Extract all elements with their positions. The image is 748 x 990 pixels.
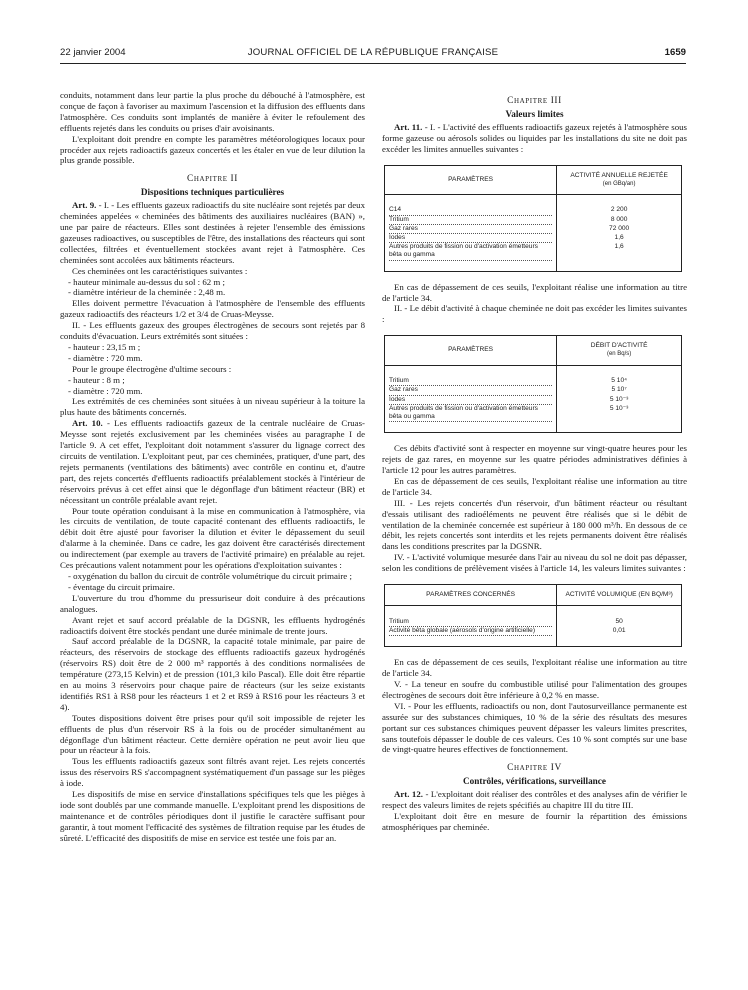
paragraph: En cas de dépassement de ces seuils, l'exploitant réalise une information au titre de l'article 34. (382, 657, 687, 679)
paragraph: II. - Le débit d'activité à chaque cheminée ne doit pas excéder les limites suivantes : (382, 303, 687, 325)
paragraph: Sauf accord préalable de la DGSNR, la capacité totale minimale, par paire de réacteurs, des réservoirs de stockage des effluents radioactifs gazeux hydrogénés (réservoirs RS) doit être de 2 000 m³ rapportés à des conditions normalisées de température (273,15 Kelvin) et de pression (101,3 kilo Pascal). Elle doit être répartie en au moins 3 réservoirs pour chaque paire de réacteurs (sur les seize existants identifiés RS1 à RS8 pour les réacteurs 1 et 2 et RS9 à RS16 pour les réacteurs 3 et 4). (60, 636, 365, 712)
page-header (60, 44, 686, 64)
paragraph: Ces cheminées ont les caractéristiques suivantes : (72, 265, 248, 276)
column-header: ACTIVITÉ VOLUMIQUE (EN BQ/M³) (557, 585, 682, 606)
list-item: - hauteur : 8 m ; (68, 374, 125, 385)
article-text: - Les effluents radioactifs gazeux de la centrale nucléaire de Cruas-Meysse sont rejetés exclusivement par les cheminées visées au paragraphe I de l'article 9. A cet effet, l'exploitant doit notamment s'assurer du lignage correct des circuits de ventilation. L'exploitant peut, par ces cheminées, pratiquer, d'une part, des rejets permanents (ventilations des bâtiments) avec contrôle en continu et, d'autre part, des rejets concertés d'effluents radioactifs préalablement stockés à l'intérieur de réservoirs prévus à cet effet ainsi que le dégonflage d'un bâtiment réacteur (BR) et nécessitant un contrôle préalable avant rejet. (60, 418, 365, 505)
left-column (60, 90, 365, 970)
paragraph: L'exploitant doit prendre en compte les paramètres météorologiques locaux pour procéder aux rejets radioactifs gazeux concertés et les étaler en vue de leur dilution la plus grande possible. (60, 133, 365, 166)
header-page-number: 1659 (664, 47, 686, 58)
chapter-title: Contrôles, vérifications, surveillance (463, 776, 606, 787)
paragraph: Avant rejet et sauf accord préalable de la DGSNR, les effluents hydrogénés radioactifs doivent être stockés pendant une durée minimale de trente jours. (60, 614, 365, 636)
article-text: - I. - L'activité des effluents radioactifs gazeux rejetés à l'atmosphère sous forme gazeuse ou aérosols solides ou liquides par les installations du site ne doit pas excéder les limites annuelles suivantes : (382, 121, 687, 154)
right-column (382, 90, 687, 970)
list-item: - oxygénation du ballon du circuit de contrôle volumétrique du circuit primaire ; (68, 570, 352, 581)
article-label: Art. 9. (72, 200, 97, 211)
article-10 (60, 418, 365, 505)
header-journal-title: JOURNAL OFFICIEL DE LA RÉPUBLIQUE FRANÇAISE (247, 47, 499, 58)
article-text: - L'exploitant doit réaliser des contrôles et des analyses afin de vérifier le respect des valeurs limites de rejets spécifiés au chapitre III du titre III. (382, 789, 687, 811)
table-row: Iodes 1,6 (385, 234, 682, 243)
volume-activity-table (384, 584, 682, 647)
chapter-heading: Chapitre IV (507, 763, 562, 774)
chapter-title: Dispositions techniques particulières (140, 187, 285, 198)
paragraph: Elles doivent permettre l'évacuation à l'atmosphère de l'ensemble des effluents gazeux radioactifs des réacteurs 1/2 et 3/4 de Cruas-Meysse. (60, 298, 365, 320)
column-header: PARAMÈTRES (385, 165, 557, 194)
article-label: Art. 12. (394, 789, 423, 800)
table-row: Tritium 8 000 (385, 216, 682, 225)
list-item: - diamètre : 720 mm. (68, 385, 143, 396)
list-item: - diamètre intérieur de la cheminée : 2,48 m. (68, 287, 226, 298)
paragraph: Tous les effluents radioactifs gazeux sont filtrés avant rejet. Les rejets concertés issus des réservoirs RS s'accompagnent systématiquement d'un passage sur les pièges à iode. (60, 756, 365, 789)
list-item: - éventage du circuit primaire. (68, 581, 175, 592)
list-item: - hauteur : 23,15 m ; (68, 341, 141, 352)
list-item: - hauteur minimale au-dessus du sol : 62 m ; (68, 276, 225, 287)
header-date: 22 janvier 2004 (60, 47, 126, 58)
paragraph: Ces débits d'activité sont à respecter en moyenne sur vingt-quatre heures pour les rejets de gaz rares, en moyenne sur les quatre périodes administratives définies à l'article 12 pour les autres paramètres. (382, 443, 687, 476)
article-11 (382, 122, 687, 155)
paragraph: En cas de dépassement de ces seuils, l'exploitant réalise une information au titre de l'article 34. (382, 475, 687, 497)
annual-limits-table (384, 165, 682, 272)
table-row: Tritium 5 10⁴ (385, 377, 682, 386)
paragraph: Pour le groupe électrogène d'ultime secours : (72, 363, 232, 374)
chapter-heading: Chapitre II (187, 174, 238, 185)
paragraph: conduits, notamment dans leur partie la plus proche du débouché à l'atmosphère, est conçue de façon à favoriser au maximum l'ascension et la diffusion des effluents dans l'atmosphère. Ces conduits sont implantés de manière à éviter le refoulement des effluents rejetés dans les conduits ou prises d'air avoisinants. (60, 90, 365, 133)
table-row: Gaz rares 5 10⁷ (385, 386, 682, 395)
table-row: Autres produits de fission ou d'activation émetteurs bêta ou gamma 5 10⁻³ (385, 405, 682, 433)
paragraph: En cas de dépassement de ces seuils, l'exploitant réalise une information au titre de l'article 34. (382, 281, 687, 303)
paragraph: VI. - Pour les effluents, radioactifs ou non, dont l'autosurveillance permanente est assurée sur des substances chimiques, 10 % de la série des résultats des mesures portant sur ces substances chimiques peuvent dépasser les valeurs limites prescrites, sans toutefois dépasser le double de ces valeurs. Ces 10 % sont comptés sur une base de vingt-quatre heures effectives de fonctionnement. (382, 700, 687, 755)
article-label: Art. 11. (394, 121, 423, 132)
article-text: - I. - Les effluents gazeux radioactifs du site nucléaire sont rejetés par deux cheminées appelées « cheminées des bâtiments des auxiliaires nucléaires (BAN) », une par paire de réacteurs. Elles sont destinées à rejeter l'ensemble des émissions gazeuses radioactives, ou susceptibles de l'être, des installations des réacteurs qui sont collectées, filtrées et éventuellement stockées avant rejet à l'atmosphère. Ces cheminées sont accolées aux bâtiments réacteurs. (60, 200, 365, 265)
table-row: C14 2 200 (385, 206, 682, 215)
paragraph: Les extrémités de ces cheminées sont situées à un niveau supérieur à la toiture la plus haute des bâtiments concernés. (60, 396, 365, 418)
column-header: ACTIVITÉ ANNUELLE REJETÉE (en GBq/an) (557, 165, 682, 194)
column-header: DÉBIT D'ACTIVITÉ (en Bq/s) (557, 336, 682, 365)
paragraph: II. - Les effluents gazeux des groupes électrogènes de secours sont rejetés par 8 conduits d'évacuation. Leurs extrémités sont situées : (60, 320, 365, 342)
table-row: Iodes 5 10⁻³ (385, 396, 682, 405)
table-row: Activité bêta globale (aérosols d'origine artificielle) 0,01 (385, 627, 682, 647)
paragraph: IV. - L'activité volumique mesurée dans l'air au niveau du sol ne doit pas dépasser, selon les conditions de prélèvement visées à l'article 14, les valeurs limites suivantes : (382, 552, 687, 574)
paragraph: Pour toute opération conduisant à la mise en communication à l'atmosphère, via les circuits de ventilation, de toute capacité contenant des effluents radioactifs, le débit doit être ajusté pour favoriser la dilution et éviter le dépassement du seuil d'alarme à la cheminée. Dans ce cadre, les gaz doivent être caractérisés directement ou indirectement (par exemple au travers de l'activité primaire) en préalable au rejet. Ces précautions valent notamment pour les opérations d'exploitation suivantes : (60, 505, 365, 571)
column-header: PARAMÈTRES (385, 336, 557, 365)
paragraph: L'ouverture du trou d'homme du pressuriseur doit conduire à des précautions analogues. (60, 592, 365, 614)
paragraph: L'exploitant doit être en mesure de fournir la répartition des émissions atmosphériques par cheminée. (382, 810, 687, 832)
table-row: Gaz rares 72 000 (385, 225, 682, 234)
list-item: - diamètre : 720 mm. (68, 352, 143, 363)
article-9 (60, 200, 365, 265)
table-row: Tritium 50 (385, 618, 682, 627)
paragraph: III. - Les rejets concertés d'un réservoir, d'un bâtiment réacteur ou résultant d'essais utilisant des radioéléments ne peuvent être réalisés que si le débit de ventilation de la cheminée concernée est supérieur à 180 000 m³/h. En dessous de ce débit, les rejets concertés sont interdits et les rejets permanents doivent être réalisés dans les conditions prescrites par la DGSNR. (382, 497, 687, 552)
paragraph: Toutes dispositions doivent être prises pour qu'il soit impossible de rejeter les effluents de plus d'un réservoir RS à la fois ou de procéder simultanément au dégonflage d'un bâtiment réacteur. Cette dernière opération ne peut avoir lieu que pour un réacteur à la fois. (60, 712, 365, 756)
chapter-title: Valeurs limites (505, 108, 564, 119)
column-header: PARAMÈTRES CONCERNÉS (385, 585, 557, 606)
article-12 (382, 789, 687, 811)
paragraph: V. - La teneur en soufre du combustible utilisé pour l'alimentation des groupes électrogènes de secours doit être inférieure à 0,2 % en masse. (382, 679, 687, 700)
activity-rate-table (384, 335, 682, 433)
table-row: Autres produits de fission ou d'activation émetteurs bêta ou gamma 1,6 (385, 243, 682, 271)
paragraph: Les dispositifs de mise en service d'installations spécifiques tels que les pièges à iode sont doublés par une commande manuelle. L'exploitant prend les dispositions de maintenance et de contrôles périodiques dont il justifie le caractère suffisant pour garantir, à tout moment l'efficacité des systèmes de filtration requise par les études de sûreté. L'efficacité des dispositifs de mise en service est testée une fois par an. (60, 789, 365, 843)
article-label: Art. 10. (72, 418, 103, 429)
chapter-heading: Chapitre III (507, 96, 562, 106)
